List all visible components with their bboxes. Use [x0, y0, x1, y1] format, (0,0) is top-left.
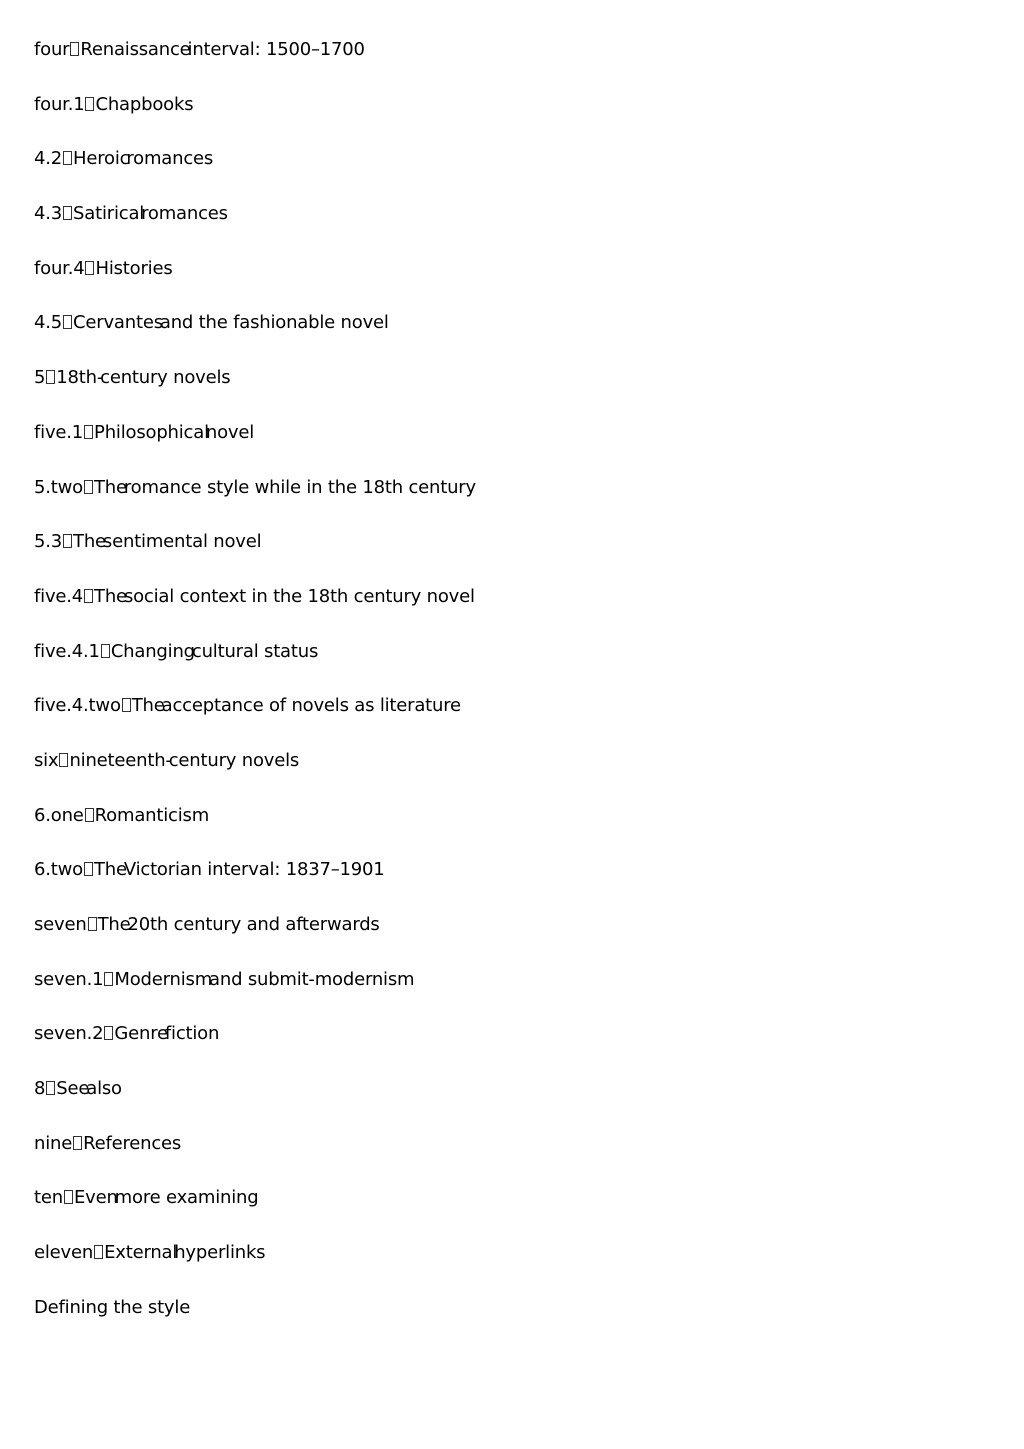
toc-item[interactable]: [34, 528, 476, 583]
toc-item[interactable]: [34, 802, 476, 857]
toc-title-rest: sentimental novel: [102, 531, 262, 553]
toc-link[interactable]: [34, 148, 213, 169]
toc-title-first: The: [93, 859, 127, 881]
toc-title-first: The: [73, 531, 106, 553]
missing-glyph-icon: [88, 917, 97, 931]
missing-glyph-icon: [63, 534, 72, 548]
toc-item[interactable]: [34, 583, 476, 638]
toc-title-rest: Victorian interval: 1837–1901: [123, 859, 385, 881]
toc-link[interactable]: [34, 367, 231, 388]
toc-link[interactable]: [34, 750, 299, 771]
toc-link[interactable]: [34, 93, 194, 115]
toc-link[interactable]: [34, 312, 389, 333]
toc-item[interactable]: [34, 364, 476, 419]
missing-glyph-icon: [94, 1245, 103, 1259]
toc-title-first: External: [104, 1242, 178, 1264]
missing-glyph-icon: [70, 42, 79, 56]
toc-number: 5.3: [34, 531, 63, 553]
missing-glyph-icon: [73, 1136, 82, 1150]
missing-glyph-icon: [104, 1026, 113, 1040]
toc-title-first: Histories: [95, 257, 173, 279]
missing-glyph-icon: [46, 370, 55, 384]
toc-number: 6.two: [34, 859, 83, 881]
toc-title-rest: and submit-modernism: [209, 968, 415, 990]
toc-title-rest: century novels: [168, 749, 300, 771]
missing-glyph-icon: [63, 206, 72, 220]
toc-item[interactable]: [34, 966, 476, 1021]
missing-glyph-icon: [122, 698, 131, 712]
toc-link[interactable]: [34, 203, 228, 224]
toc-link[interactable]: [34, 477, 476, 498]
toc-link[interactable]: [34, 859, 385, 880]
toc-item[interactable]: [34, 1020, 476, 1075]
missing-glyph-icon: [85, 97, 94, 111]
missing-glyph-icon: [84, 480, 93, 494]
toc-number: five.4: [34, 585, 84, 607]
toc-title-first: Genre: [114, 1023, 168, 1045]
toc-item[interactable]: [34, 638, 476, 693]
toc-item-defining-the-style[interactable]: [34, 1294, 476, 1349]
toc-item[interactable]: [34, 474, 476, 529]
toc-title-first: The: [131, 695, 165, 717]
missing-glyph-icon: [84, 862, 93, 876]
toc-item[interactable]: [34, 91, 476, 146]
toc-title-rest: and the fashionable novel: [159, 312, 389, 334]
toc-title-first: Chapbooks: [95, 93, 194, 115]
toc-title-rest: novel: [205, 421, 255, 443]
toc-item[interactable]: [34, 747, 476, 802]
toc-title-first: Romanticism: [94, 804, 210, 826]
toc-link[interactable]: [34, 804, 210, 826]
missing-glyph-icon: [84, 425, 93, 439]
toc-title-first: References: [83, 1132, 182, 1154]
toc-number: 6.one: [34, 804, 84, 826]
toc-number: four.1: [34, 93, 85, 115]
toc-link[interactable]: [34, 1187, 258, 1208]
toc-item[interactable]: [34, 1239, 476, 1294]
toc-title-rest: hyperlinks: [174, 1242, 266, 1264]
toc-title-first: Modernism: [114, 968, 213, 990]
toc-link[interactable]: [34, 1242, 265, 1263]
toc-number: 4.2: [34, 148, 63, 170]
toc-title-rest: interval: 1500–1700: [187, 39, 365, 60]
toc-link[interactable]: [34, 586, 475, 607]
toc-number: nine: [34, 1132, 73, 1154]
toc-link[interactable]: [34, 531, 261, 552]
toc-number: 5.two: [34, 476, 83, 498]
toc-number: 8: [34, 1078, 46, 1100]
toc-title-first: Even: [73, 1187, 118, 1209]
toc-item[interactable]: [34, 36, 476, 91]
toc-link[interactable]: [34, 39, 365, 60]
toc-link[interactable]: [34, 1078, 122, 1099]
missing-glyph-icon: [104, 972, 113, 986]
toc-item[interactable]: [34, 692, 476, 747]
toc-title-first: See: [56, 1078, 90, 1100]
toc-number: seven.1: [34, 968, 104, 990]
toc-item[interactable]: [34, 145, 476, 200]
toc-link[interactable]: [34, 969, 414, 990]
toc-title-first: nineteenth-: [69, 749, 172, 771]
toc-item[interactable]: [34, 1130, 476, 1185]
toc-item[interactable]: [34, 856, 476, 911]
toc-item[interactable]: [34, 309, 476, 364]
toc-number: seven: [34, 914, 87, 935]
toc-title-rest: cultural status: [191, 640, 319, 662]
toc-item[interactable]: [34, 1184, 476, 1239]
toc-title-rest: social context in the 18th century novel: [123, 585, 475, 607]
missing-glyph-icon: [85, 261, 94, 275]
toc-number: six: [34, 749, 59, 771]
toc-link[interactable]: [34, 257, 173, 279]
toc-item[interactable]: [34, 200, 476, 255]
toc-title-first: Changing: [110, 640, 195, 662]
toc-number: ten: [34, 1187, 63, 1209]
toc-title-rest: also: [86, 1078, 122, 1100]
missing-glyph-icon: [84, 589, 93, 603]
toc-title-first: The: [93, 476, 127, 498]
toc-title-rest: romances: [126, 148, 214, 170]
toc-number: 4.3: [34, 203, 63, 225]
toc-title-first: Heroic: [73, 148, 130, 170]
toc-item[interactable]: [34, 255, 476, 310]
toc-title-first: Satirical: [73, 203, 145, 225]
toc-link[interactable]: Defining the style: [34, 1296, 191, 1318]
toc-number: 4.5: [34, 312, 63, 334]
toc-number: 5: [34, 367, 46, 389]
toc-link[interactable]: [34, 641, 318, 662]
toc-title-rest: acceptance of novels as literature: [161, 695, 461, 717]
toc-number: five.4.two: [34, 695, 121, 717]
toc-link[interactable]: [34, 422, 254, 443]
toc-title-first: The: [97, 914, 131, 935]
toc-item[interactable]: [34, 911, 476, 966]
toc-title-first: 18th-: [56, 367, 104, 389]
table-of-contents: [34, 36, 476, 1349]
toc-title-rest: 20th century and afterwards: [127, 914, 380, 935]
toc-title-rest: romances: [141, 203, 228, 225]
toc-link[interactable]: [34, 695, 461, 716]
missing-glyph-icon: [101, 644, 110, 658]
missing-glyph-icon: [63, 315, 72, 329]
toc-number: four: [34, 39, 70, 60]
toc-title-rest: more examining: [114, 1187, 259, 1209]
toc-title-first: Renaissance: [80, 39, 191, 60]
toc-number: seven.2: [34, 1023, 104, 1045]
toc-number: four.4: [34, 257, 85, 279]
toc-title-rest: romance style while in the 18th century: [123, 476, 476, 498]
toc-title-rest: fiction: [164, 1023, 220, 1045]
missing-glyph-icon: [85, 808, 94, 822]
toc-number: five.1: [34, 421, 84, 443]
toc-item[interactable]: [34, 1075, 476, 1130]
toc-number: five.4.1: [34, 640, 100, 662]
toc-link[interactable]: [34, 1023, 219, 1044]
toc-title-first: The: [94, 585, 127, 607]
missing-glyph-icon: [46, 1081, 55, 1095]
toc-title-rest: century novels: [100, 367, 231, 389]
missing-glyph-icon: [59, 753, 68, 767]
toc-item[interactable]: [34, 419, 476, 474]
toc-link[interactable]: [34, 1132, 182, 1154]
missing-glyph-icon: [63, 151, 72, 165]
toc-number: eleven: [34, 1242, 94, 1264]
toc-title-first: Cervantes: [73, 312, 163, 334]
missing-glyph-icon: [64, 1190, 73, 1204]
toc-link[interactable]: [34, 914, 380, 935]
toc-title-first: Philosophical: [94, 421, 209, 443]
